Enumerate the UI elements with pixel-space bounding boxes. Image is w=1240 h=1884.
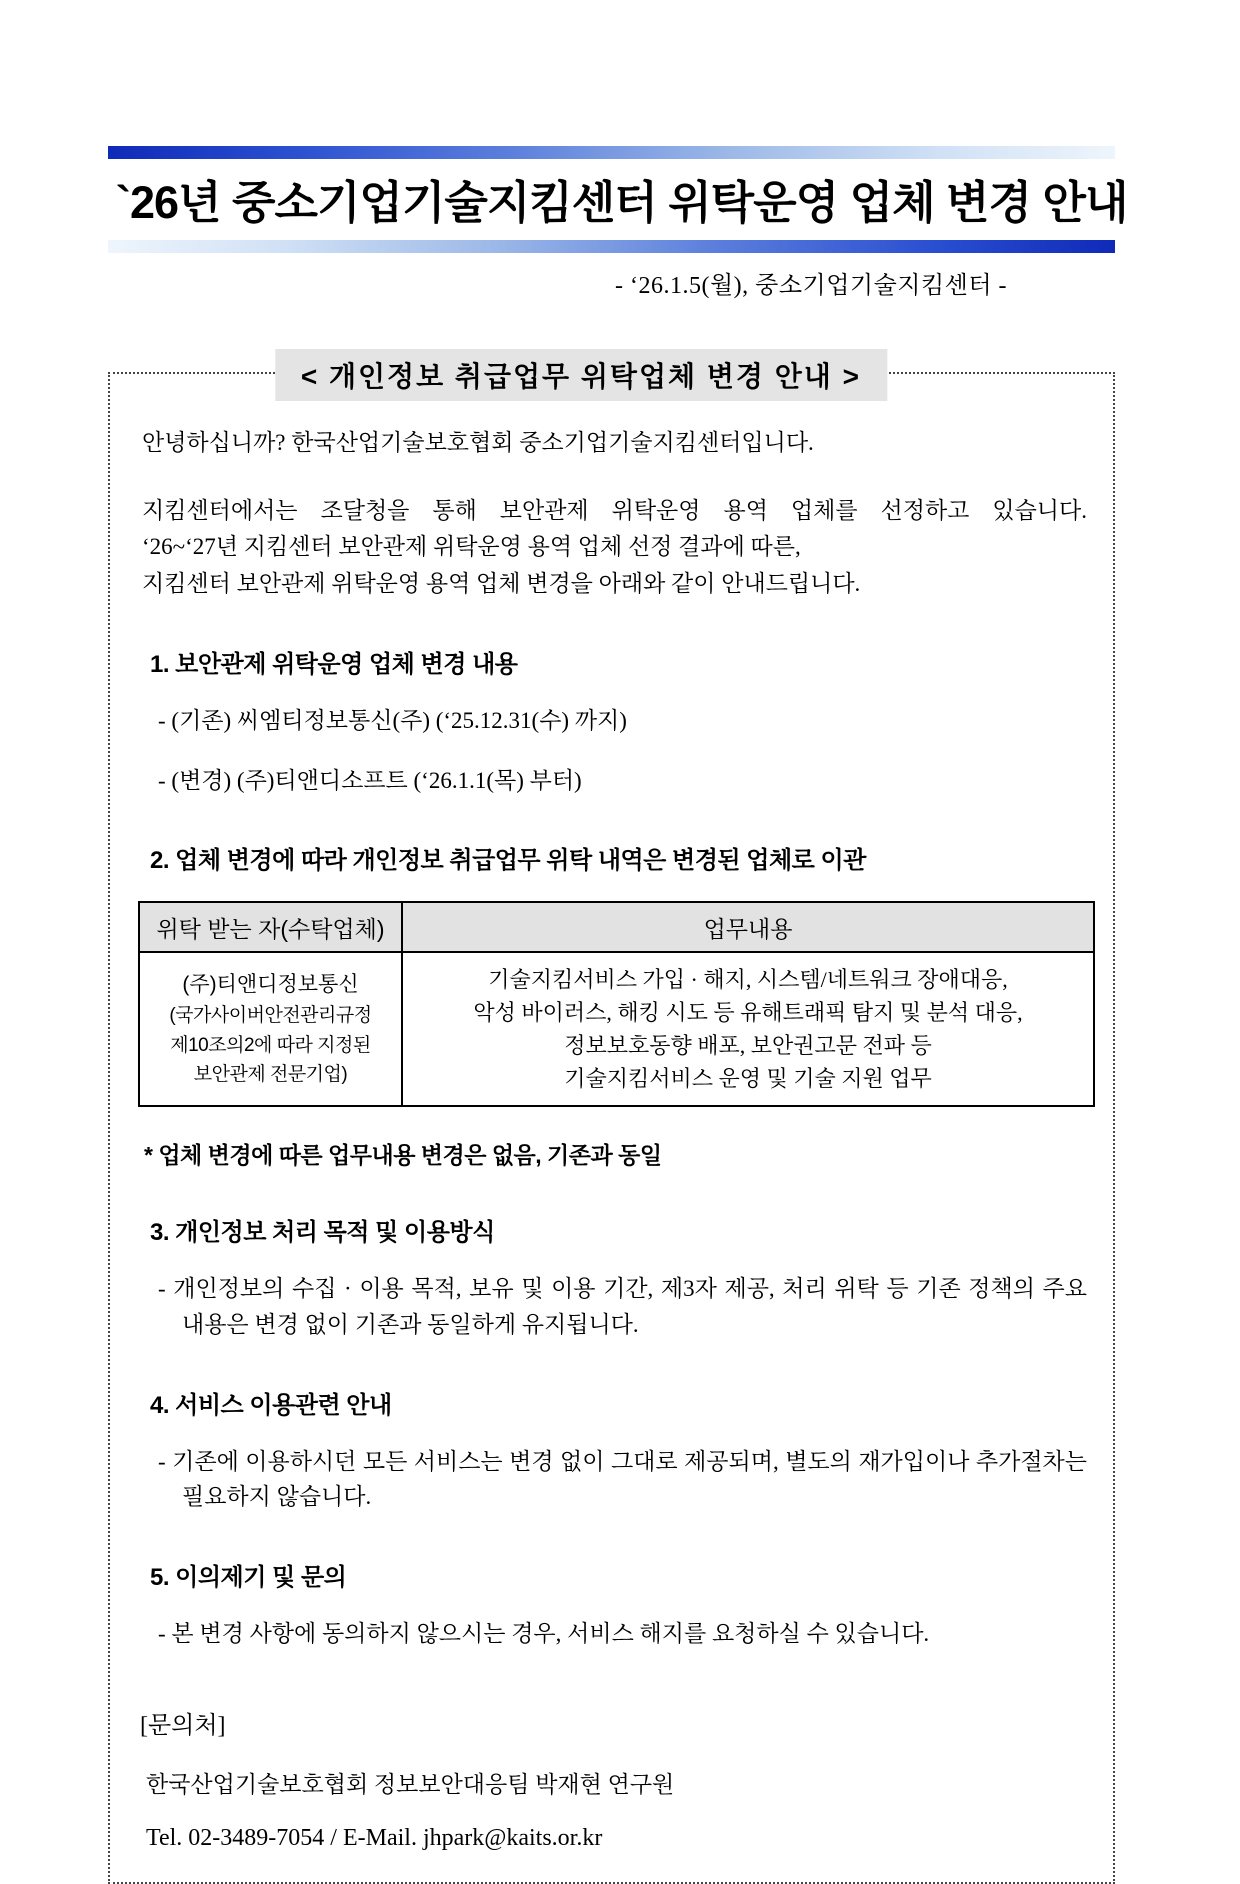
section-1-title: 1. 보안관제 위탁운영 업체 변경 내용	[150, 650, 518, 678]
table-header-consignee: 위탁 받는 자(수탁업체)	[139, 902, 402, 952]
section-4-item: - 기존에 이용하시던 모든 서비스는 변경 없이 그대로 제공되며, 별도의 재가입이나 추가절차는 필요하지 않습니다.	[158, 1448, 1087, 1510]
section-3-item: - 개인정보의 수집 · 이용 목적, 보유 및 이용 기간, 제3자 제공, 처리 위탁 등 기존 정책의 주요 내용은 변경 없이 기존과 동일하게 유지됩니다.	[158, 1276, 1087, 1337]
greeting-paragraph: 안녕하십니까? 한국산업기술보호협회 중소기업기술지킴센터입니다.	[142, 430, 814, 455]
section-5-title: 5. 이의제기 및 문의	[150, 1563, 347, 1591]
gradient-bar-top	[108, 146, 1115, 159]
notice-box	[108, 361, 1115, 1884]
title-banner	[108, 146, 1128, 253]
consignee-name: (주)티앤디정보통신	[182, 972, 359, 996]
table-cell-consignee	[139, 952, 402, 1106]
table-header-row	[139, 902, 1094, 952]
duties-line: 정보보호동향 배포, 보안권고문 전파 등	[564, 1033, 932, 1059]
table-header-duties: 업무내용	[402, 902, 1094, 952]
duties-line: 기술지킴서비스 운영 및 기술 지원 업무	[564, 1066, 932, 1092]
section-3-title: 3. 개인정보 처리 목적 및 이용방식	[150, 1219, 495, 1247]
intro-paragraph	[136, 493, 1087, 602]
table-cell-duties	[402, 952, 1094, 1106]
consignee-sub-line: 제10조의2에 따라 지정된	[170, 1034, 371, 1056]
intro-line: 지킴센터 보안관제 위탁운영 용역 업체 변경을 아래와 같이 안내드립니다.	[142, 570, 861, 596]
consignee-sub-line: 보안관제 전문기업)	[193, 1064, 348, 1086]
table-footnote: * 업체 변경에 따른 업무내용 변경은 없음, 기존과 동일	[144, 1142, 662, 1169]
section-2-title: 2. 업체 변경에 따라 개인정보 취급업무 위탁 내역은 변경된 업체로 이관	[150, 847, 866, 875]
section-5-item: - 본 변경 사항에 동의하지 않으시는 경우, 서비스 해지를 요청하실 수 있습니다.	[158, 1620, 930, 1646]
date-org-line: - ‘26.1.5(월), 중소기업기술지킴센터 -	[615, 273, 1007, 299]
contact-label: [문의처]	[140, 1713, 226, 1740]
contact-tel-email: Tel. 02-3489-7054 / E-Mail. jhpark@kaits.or.kr	[146, 1825, 603, 1852]
document-title: `26년 중소기업기술지킴센터 위탁운영 업체 변경 안내	[116, 177, 1128, 228]
section-1-item: - (변경) (주)티앤디소프트 (‘26.1.1(목) 부터)	[158, 767, 582, 793]
table-row	[139, 952, 1094, 1106]
duties-line: 기술지킴서비스 가입 · 해지, 시스템/네트워크 장애대응,	[488, 967, 1008, 993]
intro-line: 지킴센터에서는 조달청을 통해 보안관제 위탁운영 용역 업체를 선정하고 있습니다.	[142, 498, 1087, 523]
duties-line: 악성 바이러스, 해킹 시도 등 유해트래픽 탐지 및 분석 대응,	[473, 1000, 1023, 1026]
consignee-sub-line: (국가사이버안전관리규정	[169, 1005, 372, 1027]
intro-line: ‘26~‘27년 지킴센터 보안관제 위탁운영 용역 업체 선정 결과에 따른,	[142, 534, 801, 560]
contact-person: 한국산업기술보호협회 정보보안대응팀 박재현 연구원	[146, 1772, 675, 1798]
gradient-bar-bottom	[108, 240, 1115, 253]
consignment-table	[138, 901, 1095, 1107]
section-1-item: - (기존) 씨엠티정보통신(주) (‘25.12.31(수) 까지)	[158, 707, 627, 733]
section-4-title: 4. 서비스 이용관련 안내	[150, 1391, 392, 1419]
notice-box-header: < 개인정보 취급업무 위탁업체 변경 안내 >	[275, 349, 887, 401]
